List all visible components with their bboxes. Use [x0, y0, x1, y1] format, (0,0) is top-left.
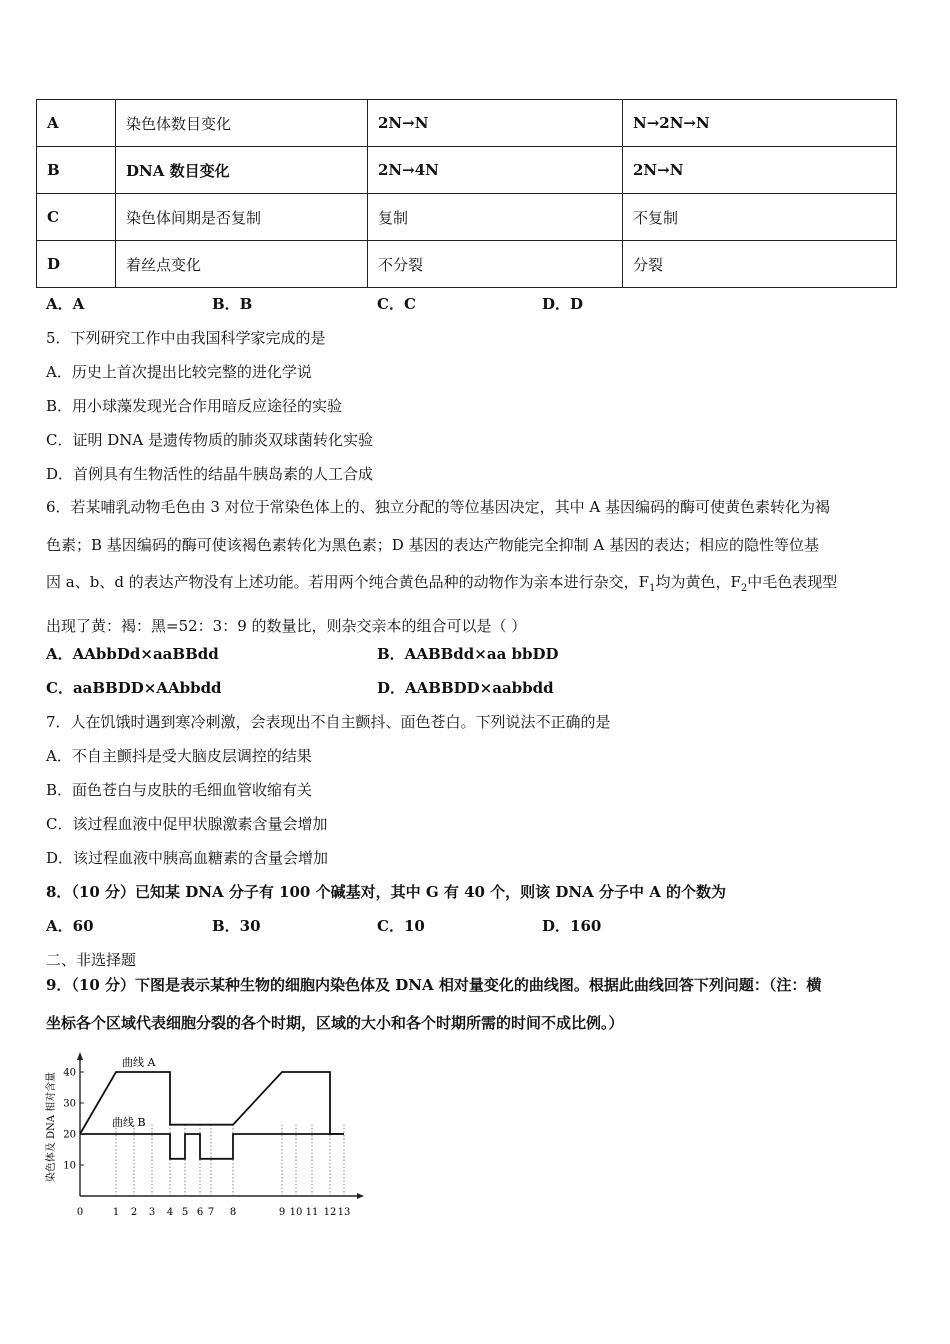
- q7-option-c: C．该过程血液中促甲状腺激素含量会增加: [46, 815, 328, 833]
- table-cell: 2N→4N: [368, 147, 623, 194]
- q6-line-3-c: 中毛色表现型: [747, 573, 838, 591]
- table-cell: 2N→N: [368, 100, 623, 147]
- q5-option-c: C．证明 DNA 是遗传物质的肺炎双球菌转化实验: [46, 431, 373, 449]
- subscript: 2: [740, 583, 748, 594]
- q7-option-a: A．不自主颤抖是受大脑皮层调控的结果: [46, 747, 312, 765]
- x-tick-label: 1: [112, 1207, 120, 1218]
- q6-line-4: 出现了黄：褐：黑=52：3：9 的数量比，则杂交亲本的组合可以是（ ）: [46, 616, 527, 635]
- y-tick-label: 10: [63, 1160, 76, 1172]
- x-tick-label: 7: [207, 1207, 215, 1218]
- q5-option-a: A．历史上首次提出比较完整的进化学说: [46, 363, 312, 381]
- table-row: [37, 194, 897, 241]
- table-row: [37, 147, 897, 194]
- y-tick-label: 40: [63, 1067, 76, 1079]
- q8-option-c: C．10: [377, 917, 425, 935]
- q4-option-a: A．A: [46, 295, 85, 313]
- subscript: 1: [649, 583, 656, 594]
- x-axis-arrow: [357, 1193, 364, 1199]
- q4-option-c: C．C: [377, 295, 416, 313]
- q6-stem: [46, 489, 908, 645]
- table-cell: 染色体数目变化: [116, 100, 368, 147]
- x-tick-label: 11: [305, 1207, 319, 1218]
- table-cell: 不复制: [623, 194, 897, 241]
- q7-option-b: B．面色苍白与皮肤的毛细血管收缩有关: [46, 781, 313, 799]
- q4-table: [36, 99, 897, 288]
- q8-option-d: D．160: [542, 917, 602, 935]
- q4-option-d: D．D: [542, 295, 584, 313]
- x-tick-label: 10: [289, 1207, 303, 1218]
- series-line-b: [80, 1134, 344, 1159]
- x-tick-label: 6: [196, 1207, 204, 1218]
- q7-stem: 7．人在饥饿时遇到寒冷刺激，会表现出不自主颤抖、面色苍白。下列说法不正确的是: [46, 713, 611, 731]
- x-tick-label: 12: [323, 1207, 337, 1218]
- q6-option-d: D．AABBDD×aabbdd: [377, 679, 554, 697]
- x-tick-label: 2: [130, 1207, 138, 1218]
- table-cell: D: [37, 241, 116, 288]
- q5-option-d: D．首例具有生物活性的结晶牛胰岛素的人工合成: [46, 465, 374, 483]
- table-cell: 复制: [368, 194, 623, 241]
- table-cell: 2N→N: [623, 147, 897, 194]
- x-tick-label: 8: [229, 1207, 237, 1218]
- series-label-b: 曲线 B: [112, 1116, 146, 1129]
- q6-line-3-a: 因 a、b、d 的表达产物没有上述功能。若用两个纯合黄色品种的动物作为亲本进行杂交，F: [46, 573, 650, 591]
- x-tick-label: 0: [76, 1207, 84, 1218]
- q9-line-1: 9．（10 分）下图是表示某种生物的细胞内染色体及 DNA 相对量变化的曲线图。根据此曲线回答下列问题：（注：横: [46, 976, 822, 994]
- q6-option-b: B．AABBdd×aa bbDD: [377, 645, 559, 663]
- table-cell: A: [37, 100, 116, 147]
- q9-line-2: 坐标各个区域代表细胞分裂的各个时期，区域的大小和各个时期所需的时间不成比例。）: [46, 1013, 624, 1032]
- series-label-a: 曲线 A: [122, 1056, 156, 1069]
- chart-gridlines: [116, 1125, 344, 1196]
- q9-stem: [46, 967, 908, 1042]
- q8-option-b: B．30: [212, 917, 261, 935]
- table-cell: 分裂: [623, 241, 897, 288]
- x-tick-label: 4: [166, 1207, 174, 1218]
- table-cell: 不分裂: [368, 241, 623, 288]
- table-cell: C: [37, 194, 116, 241]
- q6-option-c: C．aaBBDD×AAbbdd: [46, 679, 222, 697]
- q8-option-a: A．60: [46, 917, 94, 935]
- y-tick-label: 30: [63, 1098, 76, 1110]
- x-tick-label: 3: [148, 1207, 156, 1218]
- q6-line-2: 色素；B 基因编码的酶可使该褐色素转化为黑色素；D 基因的表达产物能完全抑制 A 基因的表达；相应的隐性等位基: [46, 535, 819, 554]
- table-cell: DNA 数目变化: [116, 147, 368, 194]
- x-tick-label: 9: [278, 1207, 286, 1218]
- q5-option-b: B．用小球藻发现光合作用暗反应途径的实验: [46, 397, 343, 415]
- q6-line-3: [46, 564, 908, 608]
- table-row: [37, 241, 897, 288]
- x-tick-label: 5: [181, 1207, 189, 1218]
- q6-line-1: 6．若某哺乳动物毛色由 3 对位于常染色体上的、独立分配的等位基因决定，其中 A 基因编码的酶可使黄色素转化为褐: [46, 498, 830, 516]
- x-tick-label: 13: [337, 1207, 351, 1218]
- table-cell: B: [37, 147, 116, 194]
- chart-ylabel: 染色体及 DNA 相对含量: [46, 1071, 57, 1183]
- q5-stem: 5．下列研究工作中由我国科学家完成的是: [46, 329, 326, 347]
- chart-series-labels: [112, 1055, 156, 1129]
- q8-stem: 8．（10 分）已知某 DNA 分子有 100 个碱基对，其中 G 有 40 个，则该 DNA 分子中 A 的个数为: [46, 883, 727, 901]
- q4-option-b: B．B: [212, 295, 253, 313]
- q6-option-a: A．AAbbDd×aaBBdd: [46, 645, 219, 663]
- y-axis-arrow: [77, 1052, 83, 1060]
- table-row: [37, 100, 897, 147]
- q6-line-3-b: 均为黄色，F: [655, 573, 741, 591]
- table-cell: 着丝点变化: [116, 241, 368, 288]
- section-title: 二、非选择题: [46, 951, 137, 969]
- table-cell: N→2N→N: [623, 100, 897, 147]
- y-tick-label: 20: [63, 1129, 76, 1141]
- table-cell: 染色体间期是否复制: [116, 194, 368, 241]
- q7-option-d: D．该过程血液中胰高血糖素的含量会增加: [46, 849, 329, 867]
- dna-chromosome-chart: [44, 1045, 364, 1225]
